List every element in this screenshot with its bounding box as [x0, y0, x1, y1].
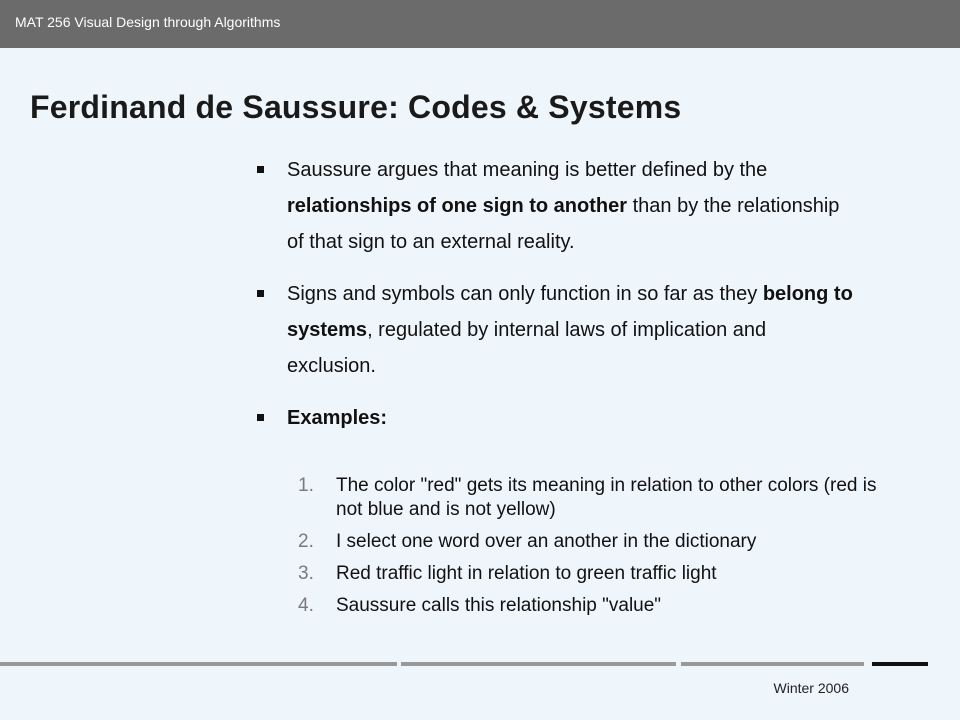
bullet-text: Signs and symbols can only function in so far as they: [287, 283, 763, 305]
example-text: Red traffic light in relation to green traffic light: [336, 563, 717, 584]
example-item: [298, 474, 888, 522]
course-title: MAT 256 Visual Design through Algorithms: [15, 14, 281, 30]
bullet-text: , regulated by internal laws of implication and exclusion.: [287, 319, 767, 377]
example-number: 1.: [298, 475, 314, 496]
square-bullet-icon: [257, 166, 264, 173]
slide-title: Ferdinand de Saussure: Codes & Systems: [30, 89, 682, 125]
example-number: 2.: [298, 531, 314, 552]
square-bullet-icon: [257, 414, 264, 421]
header-bar: [0, 0, 960, 48]
examples-list: [298, 474, 888, 626]
example-text: Saussure calls this relationship "value": [336, 595, 662, 616]
bullet-item: [257, 400, 857, 436]
example-text: I select one word over an another in the dictionary: [336, 531, 757, 552]
bullet-item: [257, 276, 857, 384]
footer-divider-accent: [872, 662, 928, 666]
bullet-list: [257, 152, 857, 444]
example-number: 4.: [298, 595, 314, 616]
footer-divider: [401, 662, 676, 666]
bullet-text: than by the relationship of that sign to an external reality.: [287, 195, 840, 253]
example-item: [298, 562, 888, 586]
bullet-emphasis: relationships of one sign to another: [287, 195, 628, 217]
example-text: The color "red" gets its meaning in relation to other colors (red is not blue and is not yellow): [336, 475, 877, 520]
square-bullet-icon: [257, 290, 264, 297]
bullet-emphasis: Examples:: [287, 407, 388, 429]
example-item: [298, 530, 888, 554]
example-number: 3.: [298, 563, 314, 584]
example-item: [298, 594, 888, 618]
footer-divider: [681, 662, 864, 666]
footer-divider: [0, 662, 397, 666]
bullet-text: Saussure argues that meaning is better defined by the: [287, 159, 768, 181]
bullet-emphasis: belong to systems: [287, 283, 853, 341]
bullet-item: [257, 152, 857, 260]
footer-term: Winter 2006: [773, 680, 849, 696]
